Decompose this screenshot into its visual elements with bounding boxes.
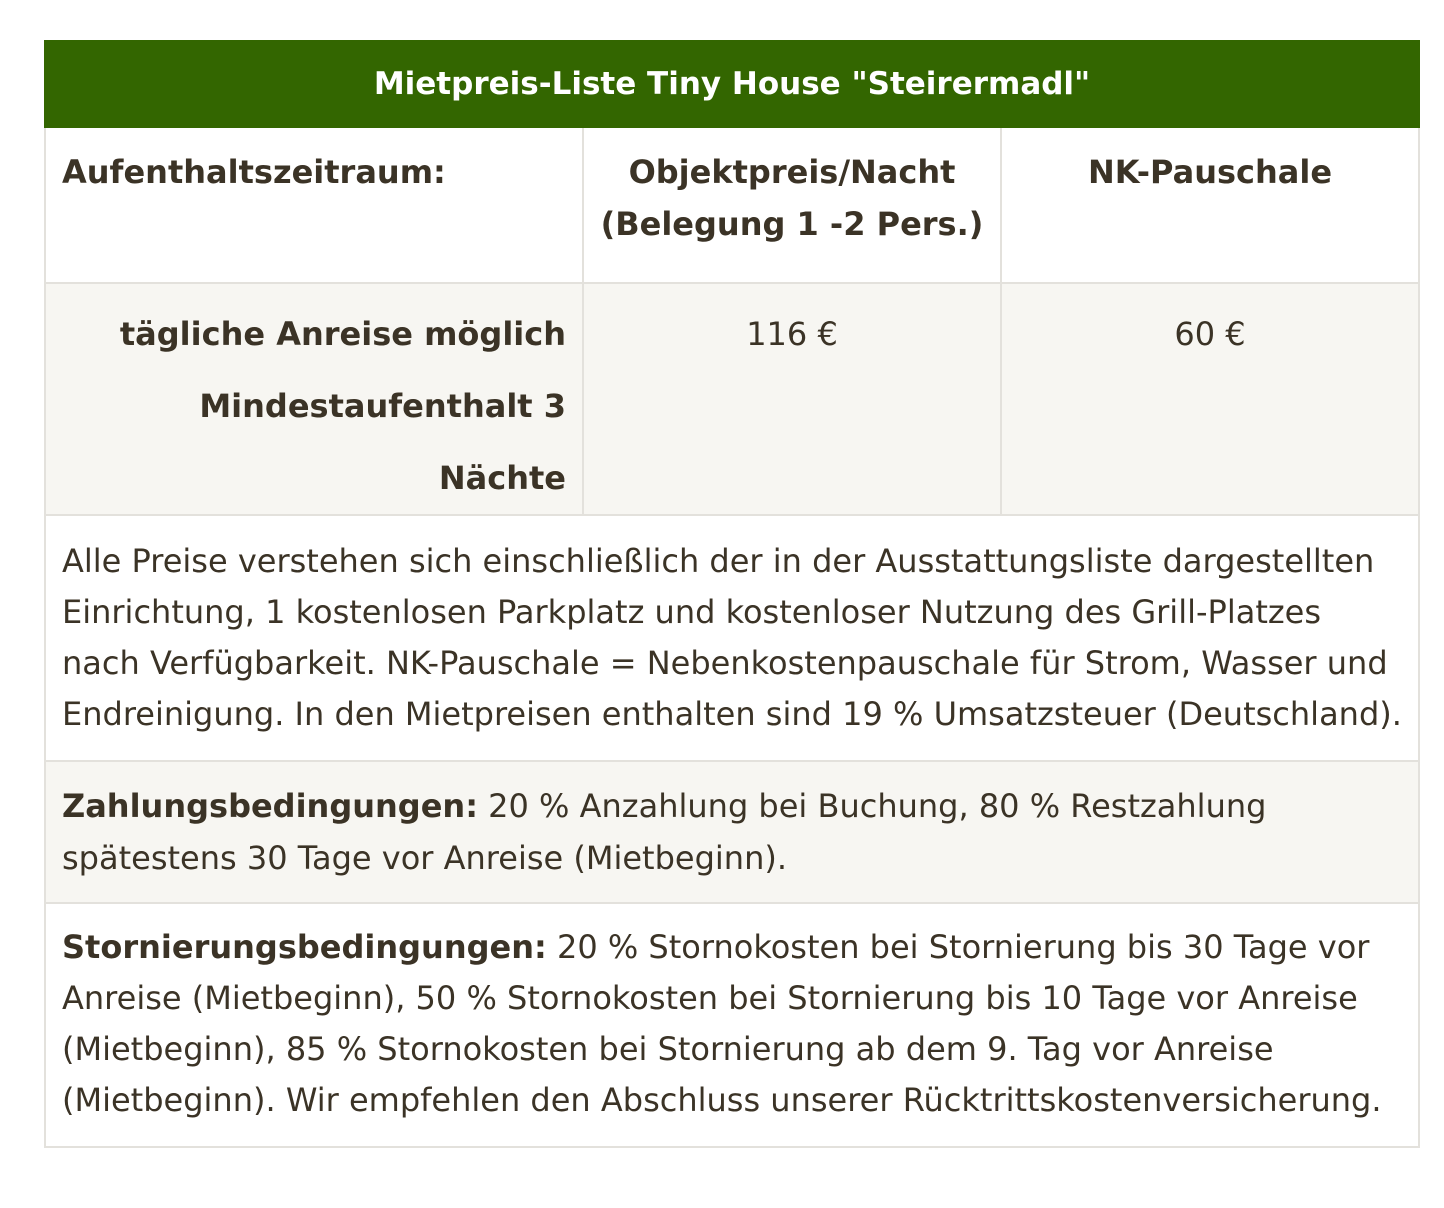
header-price-per-night xyxy=(583,127,1001,283)
cancellation-label: Stornierungsbedingungen: xyxy=(62,928,547,966)
period-cell xyxy=(45,283,583,515)
period-line1: tägliche Anreise möglich xyxy=(119,315,566,353)
price-cell: 116 € xyxy=(583,283,1001,515)
cancellation-text: 20 % Stornokosten bei Stornierung bis 30 Tage vor Anreise (Mietbeginn), 50 % Stornokosten bei Stornierung bis 10 Tage vor Anreise (Mietbeginn), 85 % Stornokosten bei Stornierung ab dem 9. Tag vor Anreise (Mietbeginn). Wir empfehlen den Abschluss unserer Rücktrittskostenversicherung. xyxy=(62,928,1382,1119)
period-line2: Mindestaufenthalt 3 Nächte xyxy=(199,387,566,497)
header-row xyxy=(45,127,1419,283)
table-title: Mietpreis-Liste Tiny House "Steirermadl" xyxy=(45,41,1419,127)
notes-row xyxy=(45,515,1419,761)
payment-cell xyxy=(45,761,1419,903)
notes-text: Alle Preise verstehen sich einschließlich der in der Ausstattungsliste dargestellten Einrichtung, 1 kostenlosen Parkplatz und kostenloser Nutzung des Grill-Platzes nach Verfügbarkeit. NK-Pauschale = Nebenkostenpauschale für Strom, Wasser und Endreinigung. In den Mietpreisen enthalten sind 19 % Umsatzsteuer (Deutschland). xyxy=(45,515,1419,761)
cancellation-cell xyxy=(45,903,1419,1147)
header-price-line1: Objektpreis/Nacht xyxy=(628,153,956,191)
payment-label: Zahlungsbedingungen: xyxy=(62,787,478,825)
nk-cell: 60 € xyxy=(1001,283,1419,515)
header-price-line2: (Belegung 1 -2 Pers.) xyxy=(600,205,984,243)
cancellation-row xyxy=(45,903,1419,1147)
price-list-table xyxy=(44,40,1420,1148)
payment-text: 20 % Anzahlung bei Buchung, 80 % Restzahlung spätestens 30 Tage vor Anreise (Mietbeginn). xyxy=(62,787,1267,877)
header-period: Aufenthaltszeitraum: xyxy=(45,127,583,283)
header-nk-flat-rate: NK-Pauschale xyxy=(1001,127,1419,283)
payment-row xyxy=(45,761,1419,903)
table-row xyxy=(45,283,1419,515)
title-row xyxy=(45,41,1419,127)
